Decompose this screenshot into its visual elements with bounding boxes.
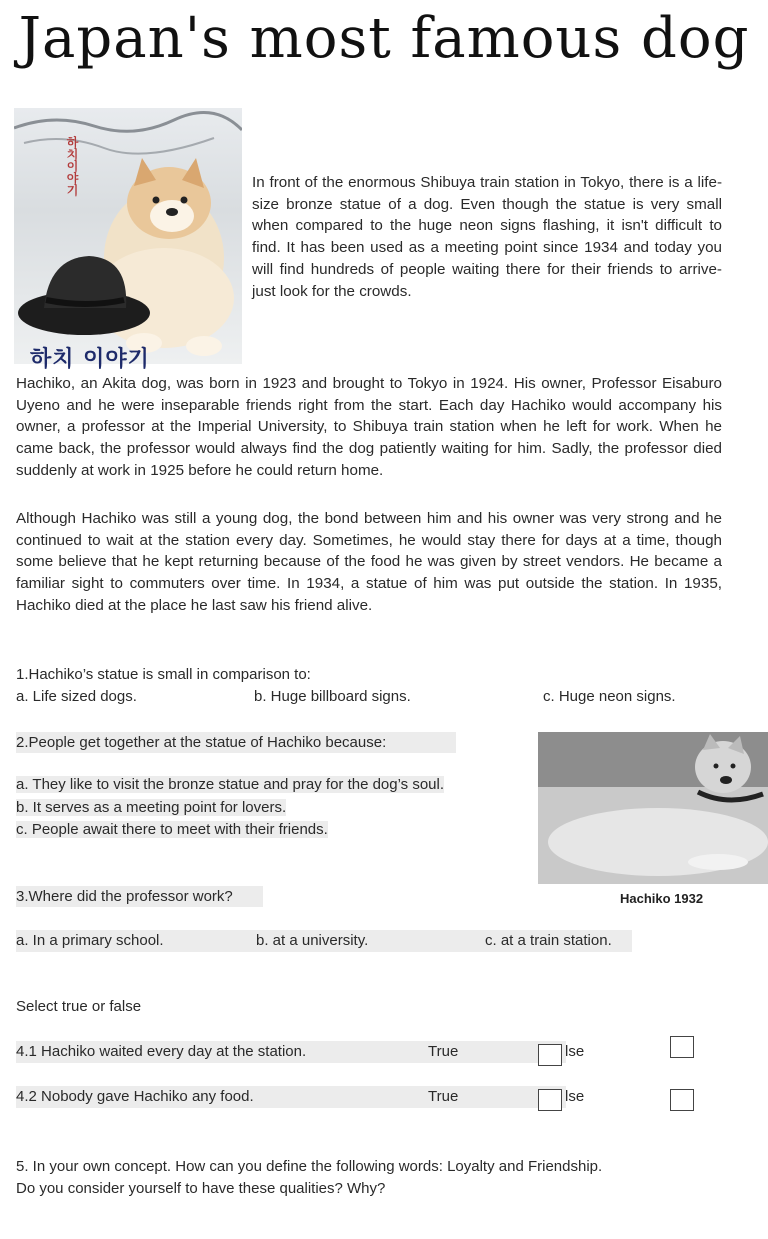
poster-side-text: 하치이야기 xyxy=(65,136,79,196)
tf-item-2-true-checkbox[interactable] xyxy=(538,1089,562,1111)
question-1-option-b: b. Huge billboard signs. xyxy=(254,688,411,705)
question-3-option-b: b. at a university. xyxy=(256,932,369,949)
photo-caption: Hachiko 1932 xyxy=(620,891,704,906)
true-false-heading: Select true or false xyxy=(16,998,142,1015)
question-5-line-2: Do you consider yourself to have these qualities? Why? xyxy=(16,1180,386,1197)
question-3: 3.Where did the professor work? xyxy=(16,886,263,907)
tf-item-2-true-label: True xyxy=(428,1088,459,1105)
question-3-option-c: c. at a train station. xyxy=(485,932,612,949)
tf-item-1-false-checkbox[interactable] xyxy=(670,1036,694,1058)
question-1-option-a: a. Life sized dogs. xyxy=(16,688,137,705)
question-1-option-c: c. Huge neon signs. xyxy=(543,688,676,705)
poster-caption: 하치 이야기 xyxy=(30,347,150,372)
question-5-line-1: 5. In your own concept. How can you define the following words: Loyalty and Friendship. xyxy=(16,1158,603,1175)
question-2-option-c: c. People await there to meet with their friends. xyxy=(16,821,328,838)
question-2-option-b: b. It serves as a meeting point for lovers. xyxy=(16,799,287,816)
tf-item-1-true-label: True xyxy=(428,1043,459,1060)
question-2: 2.People get together at the statue of Hachiko because: xyxy=(16,732,456,753)
hachiko-photo xyxy=(538,732,768,884)
question-1: 1.Hachiko’s statue is small in comparison to: xyxy=(16,666,311,683)
hachiko-photo-illustration xyxy=(538,732,768,884)
question-3-option-a: a. In a primary school. xyxy=(16,932,164,949)
question-2-option-a: a. They like to visit the bronze statue and pray for the dog’s soul. xyxy=(16,776,445,793)
tf-item-2-false-label: lse xyxy=(565,1088,585,1105)
tf-item-1-false-label: lse xyxy=(565,1043,585,1060)
tf-item-2: 4.2 Nobody gave Hachiko any food. xyxy=(16,1088,254,1105)
movie-poster-image xyxy=(14,108,242,364)
paragraph-1: In front of the enormous Shibuya train station in Tokyo, there is a life-size bronze statue of a dog. Even though the statue is very small when compared to the huge neon signs flashing, it isn't difficult to find. It has been used as a meeting point since 1934 and today you will find hundreds of people waiting there for their friends to arrive- just look for the crowds. xyxy=(252,174,722,300)
tf-item-1-true-checkbox[interactable] xyxy=(538,1044,562,1066)
tf-item-2-false-checkbox[interactable] xyxy=(670,1089,694,1111)
page-title: Japan's most famous dog xyxy=(18,6,750,71)
paragraph-2: Hachiko, an Akita dog, was born in 1923 and brought to Tokyo in 1924. His owner, Professor Eisaburo Uyeno and he were inseparable friends right from the start. Each day Hachiko would accompany his owner, a professor at the Imperial University, to Shibuya train station when he left for work. When he came back, the professor would always find the dog patiently waiting for him. Sadly, the professor died suddenly at work in 1925 before he could return home. xyxy=(16,375,722,479)
poster-illustration xyxy=(14,108,242,364)
tf-item-1: 4.1 Hachiko waited every day at the station. xyxy=(16,1043,307,1060)
paragraph-3: Although Hachiko was still a young dog, the bond between him and his owner was very strong and he continued to wait at the station every day. Sometimes, he would stay there for days at a time, though some believe that he kept returning because of the food he was given by street vendors. He became a familiar sight to commuters over time. In 1934, a statue of him was put outside the station. In 1935, Hachiko died at the place he last saw his friend alive. xyxy=(16,510,722,614)
